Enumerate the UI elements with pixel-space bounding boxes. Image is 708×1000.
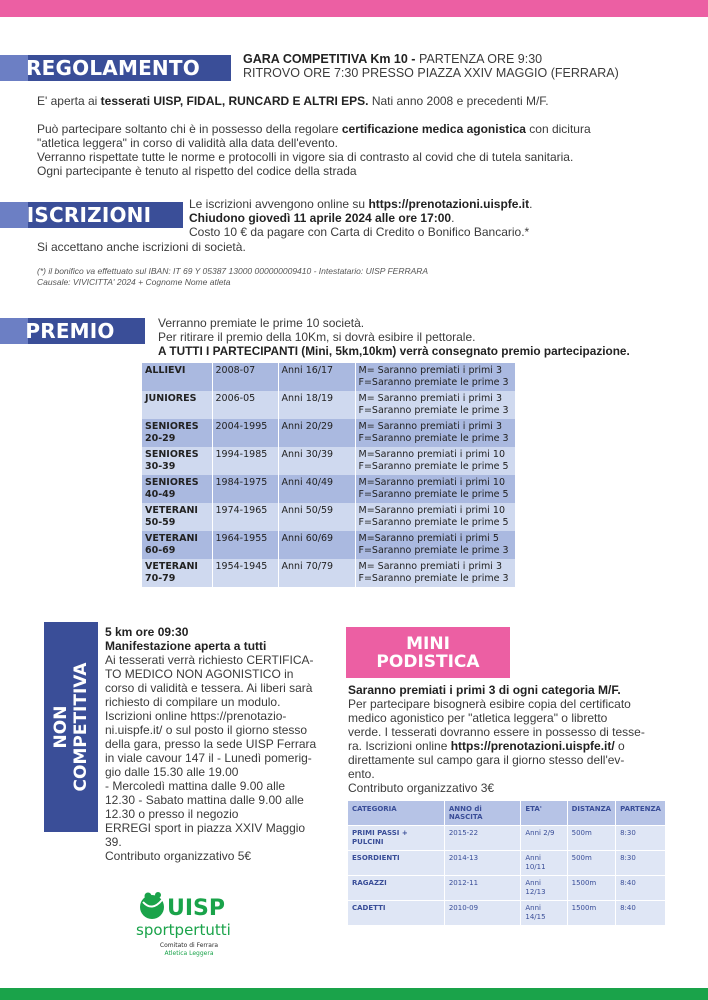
mini-table-header: DISTANZA: [567, 801, 615, 826]
logo-tagline: sportpertutti: [136, 921, 231, 939]
nc-line: in viale cavour 147 il - Lunedì pomerig-: [105, 751, 312, 765]
mini-cell-cat: CADETTI: [348, 901, 444, 926]
mini-table-row: [348, 901, 666, 926]
mini-line: Per partecipare bisognerà esibire copia del certificato: [348, 697, 631, 711]
iscrizioni-line-4: Si accettano anche iscrizioni di società.: [37, 240, 246, 254]
mini-table-header: ANNO di NASCITA: [444, 801, 521, 826]
prize-category: ALLIEVI: [142, 363, 212, 391]
prize-age: Anni 30/39: [278, 447, 355, 475]
mini-table: [348, 801, 666, 925]
prize-years: 1984-1975: [212, 475, 278, 503]
mini-cell-dist: 500m: [567, 851, 615, 876]
prize-category: VETERANI 70-79: [142, 559, 212, 587]
prize-male: M= Saranno premiati i primi 3: [358, 393, 502, 404]
prize-category: SENIORES 20-29: [142, 419, 212, 447]
mini-table-header: PARTENZA: [616, 801, 666, 826]
mini-line: medico agonistico per "atletica leggera" o libretto: [348, 711, 608, 725]
prize-male: M=Saranno premiati i primi 10: [358, 477, 506, 488]
prize-row: [142, 419, 516, 447]
nc-line: 12.30 o presso il negozio: [105, 807, 239, 821]
nc-line: della gara, presso la sede UISP Ferrara: [105, 737, 317, 751]
logo-line-1: Comitato di Ferrara: [159, 942, 219, 949]
nc-line: Iscrizioni online https://prenotazio-: [105, 709, 287, 723]
prize-age: Anni 18/19: [278, 391, 355, 419]
nc-line: corso di validità e tessera. Ai liberi sarà: [105, 681, 313, 695]
mini-table-header: ETA': [521, 801, 567, 826]
prize-female: F=Saranno premiate le prime 5: [358, 461, 509, 472]
mini-line: Contributo organizzativo 3€: [348, 781, 495, 795]
iban-note: (*) il bonifico va effettuato sul IBAN: IT 69 Y 05387 13000 000000009410 - Intestatario: UISP FERRARA: [37, 266, 429, 276]
prize-row: [142, 475, 516, 503]
mini-cell-age: Anni 2/9: [521, 826, 567, 851]
iscrizioni-line-1: Le iscrizioni avvengono online su https://prenotazioni.uispfe.it.: [189, 197, 533, 211]
mini-table-row: [348, 851, 666, 876]
prize-table: [142, 363, 516, 587]
prize-years: 1964-1955: [212, 531, 278, 559]
prize-awards: [355, 503, 516, 531]
prize-awards: [355, 559, 516, 587]
mini-cell-year: 2012-11: [444, 876, 521, 901]
prize-female: F=Saranno premiate le prime 5: [358, 517, 509, 528]
iscrizioni-line-3: Costo 10 € da pagare con Carta di Credito o Bonifico Bancario.*: [189, 225, 530, 239]
prize-awards: [355, 419, 516, 447]
nc-line: 39.: [105, 835, 122, 849]
premio-label: PREMIO: [0, 318, 140, 344]
prize-female: F=Saranno premiate le prime 3: [358, 573, 509, 584]
regolamento-line: Verranno rispettate tutte le norme e protocolli in vigore sia di contrasto al covid che di tutela sanitaria.: [37, 150, 574, 164]
race-info-line: GARA COMPETITIVA Km 10 - PARTENZA ORE 9:30: [243, 52, 543, 66]
nc-line: Contributo organizzativo 5€: [105, 849, 252, 863]
mini-title: Saranno premiati i primi 3 di ogni categoria M/F.: [348, 683, 621, 697]
prize-female: F=Saranno premiate le prime 3: [358, 405, 509, 416]
prize-male: M=Saranno premiati i primi 10: [358, 505, 506, 516]
mini-cell-start: 8:30: [616, 826, 666, 851]
mini-cell-cat: RAGAZZI: [348, 876, 444, 901]
iscrizioni-label: ISCRIZIONI: [0, 202, 178, 228]
premio-line-1: Verranno premiate le prime 10 società.: [158, 316, 365, 330]
regolamento-paragraph-1: E' aperta ai tesserati UISP, FIDAL, RUNCARD E ALTRI EPS. Nati anno 2008 e precedenti M/F.: [37, 94, 549, 108]
mini-table-row: [348, 826, 666, 851]
mini-cell-age: Anni 14/15: [521, 901, 567, 926]
mini-cell-start: 8:40: [616, 876, 666, 901]
mini-cell-year: 2014-13: [444, 851, 521, 876]
nc-line: ni.uispfe.it/ o sul posto il giorno stesso: [105, 723, 308, 737]
prize-female: F=Saranno premiate le prime 3: [358, 377, 509, 388]
nc-title-2: Manifestazione aperta a tutti: [105, 639, 267, 653]
prize-awards: [355, 475, 516, 503]
uisp-logo: [134, 888, 244, 960]
meeting-info-line: RITROVO ORE 7:30 PRESSO PIAZZA XXIV MAGGIO (FERRARA): [243, 66, 619, 80]
prize-category: JUNIORES: [142, 391, 212, 419]
prize-years: 2008-07: [212, 363, 278, 391]
nc-line: Ai tesserati verrà richiesto CERTIFICA-: [105, 653, 314, 667]
bottom-green-bar: [0, 988, 708, 1000]
prize-category: SENIORES 30-39: [142, 447, 212, 475]
regolamento-label: REGOLAMENTO: [0, 55, 226, 81]
prize-row: [142, 531, 516, 559]
prize-category: SENIORES 40-49: [142, 475, 212, 503]
globe-figures-icon: [140, 892, 164, 919]
mini-cell-start: 8:30: [616, 851, 666, 876]
prize-awards: [355, 531, 516, 559]
prize-age: Anni 20/29: [278, 419, 355, 447]
prize-female: F=Saranno premiate le prime 3: [358, 545, 509, 556]
logo-line-2: Atletica Leggera: [164, 950, 214, 957]
non-competitiva-label: NON COMPETITIVA: [51, 662, 91, 792]
prize-age: Anni 60/69: [278, 531, 355, 559]
mini-cell-dist: 500m: [567, 826, 615, 851]
mini-line: direttamente sul campo gara il giorno stesso dell'ev-: [348, 753, 625, 767]
prize-years: 2004-1995: [212, 419, 278, 447]
mini-podistica-label: MINI PODISTICA: [346, 627, 510, 678]
mini-cell-age: Anni 12/13: [521, 876, 567, 901]
prize-row: [142, 447, 516, 475]
mini-cell-age: Anni 10/11: [521, 851, 567, 876]
mini-cell-dist: 1500m: [567, 901, 615, 926]
prize-age: Anni 16/17: [278, 363, 355, 391]
prize-awards: [355, 391, 516, 419]
nc-line: gio dalle 15.30 alle 19.00: [105, 765, 239, 779]
mini-cell-year: 2010-09: [444, 901, 521, 926]
nc-line: TO MEDICO NON AGONISTICO in: [105, 667, 294, 681]
regolamento-line: "atletica leggera" in corso di validità alla data dell'evento.: [37, 136, 338, 150]
premio-line-3: A TUTTI I PARTECIPANTI (Mini, 5km,10km) verrà consegnato premio partecipazione.: [158, 344, 630, 358]
prize-years: 2006-05: [212, 391, 278, 419]
prize-row: [142, 503, 516, 531]
mini-cell-cat: PRIMI PASSI + PULCINI: [348, 826, 444, 851]
prize-category: VETERANI 60-69: [142, 531, 212, 559]
prize-row: [142, 363, 516, 391]
mini-table-header: CATEGORIA: [348, 801, 444, 826]
top-pink-bar: [0, 0, 708, 17]
prize-age: Anni 50/59: [278, 503, 355, 531]
premio-line-2: Per ritirare il premio della 10Km, si dovrà esibire il pettorale.: [158, 330, 476, 344]
mini-cell-start: 8:40: [616, 901, 666, 926]
prize-male: M= Saranno premiati i primi 3: [358, 365, 502, 376]
prize-female: F=Saranno premiate le prime 5: [358, 489, 509, 500]
prize-age: Anni 70/79: [278, 559, 355, 587]
prize-awards: [355, 363, 516, 391]
prize-male: M=Saranno premiati i primi 10: [358, 449, 506, 460]
prize-age: Anni 40/49: [278, 475, 355, 503]
prize-years: 1994-1985: [212, 447, 278, 475]
prize-awards: [355, 447, 516, 475]
logo-brand: UISP: [167, 896, 226, 921]
prize-female: F=Saranno premiate le prime 3: [358, 433, 509, 444]
mini-line: ra. Iscrizioni online https://prenotazioni.uispfe.it/ o: [348, 739, 625, 753]
mini-cell-year: 2015-22: [444, 826, 521, 851]
mini-cell-cat: ESORDIENTI: [348, 851, 444, 876]
mini-cell-dist: 1500m: [567, 876, 615, 901]
nc-line: - Mercoledì mattina dalle 9.00 alle: [105, 779, 286, 793]
nc-line: ERREGI sport in piazza XXIV Maggio: [105, 821, 306, 835]
prize-row: [142, 391, 516, 419]
regolamento-line: Ogni partecipante è tenuto al rispetto del codice della strada: [37, 164, 357, 178]
mini-line: verde. I tesserati dovranno essere in possesso di tesse-: [348, 725, 645, 739]
mini-line: ento.: [348, 767, 375, 781]
prize-male: M= Saranno premiati i primi 3: [358, 561, 502, 572]
prize-male: M= Saranno premiati i primi 3: [358, 421, 502, 432]
prize-category: VETERANI 50-59: [142, 503, 212, 531]
nc-line: richiesto di compilare un modulo.: [105, 695, 281, 709]
causale-note: Causale: VIVICITTA' 2024 + Cognome Nome atleta: [37, 277, 231, 287]
mini-table-row: [348, 876, 666, 901]
prize-row: [142, 559, 516, 587]
regolamento-paragraph-2: Può partecipare soltanto chi è in possesso della regolare certificazione medica agonistica con dicitura: [37, 122, 591, 136]
nc-line: 12.30 - Sabato mattina dalle 9.00 alle: [105, 793, 304, 807]
prize-years: 1954-1945: [212, 559, 278, 587]
iscrizioni-deadline: Chiudono giovedì 11 aprile 2024 alle ore 17:00.: [189, 211, 455, 225]
prize-years: 1974-1965: [212, 503, 278, 531]
nc-title-1: 5 km ore 09:30: [105, 625, 189, 639]
prize-male: M=Saranno premiati i primi 5: [358, 533, 499, 544]
